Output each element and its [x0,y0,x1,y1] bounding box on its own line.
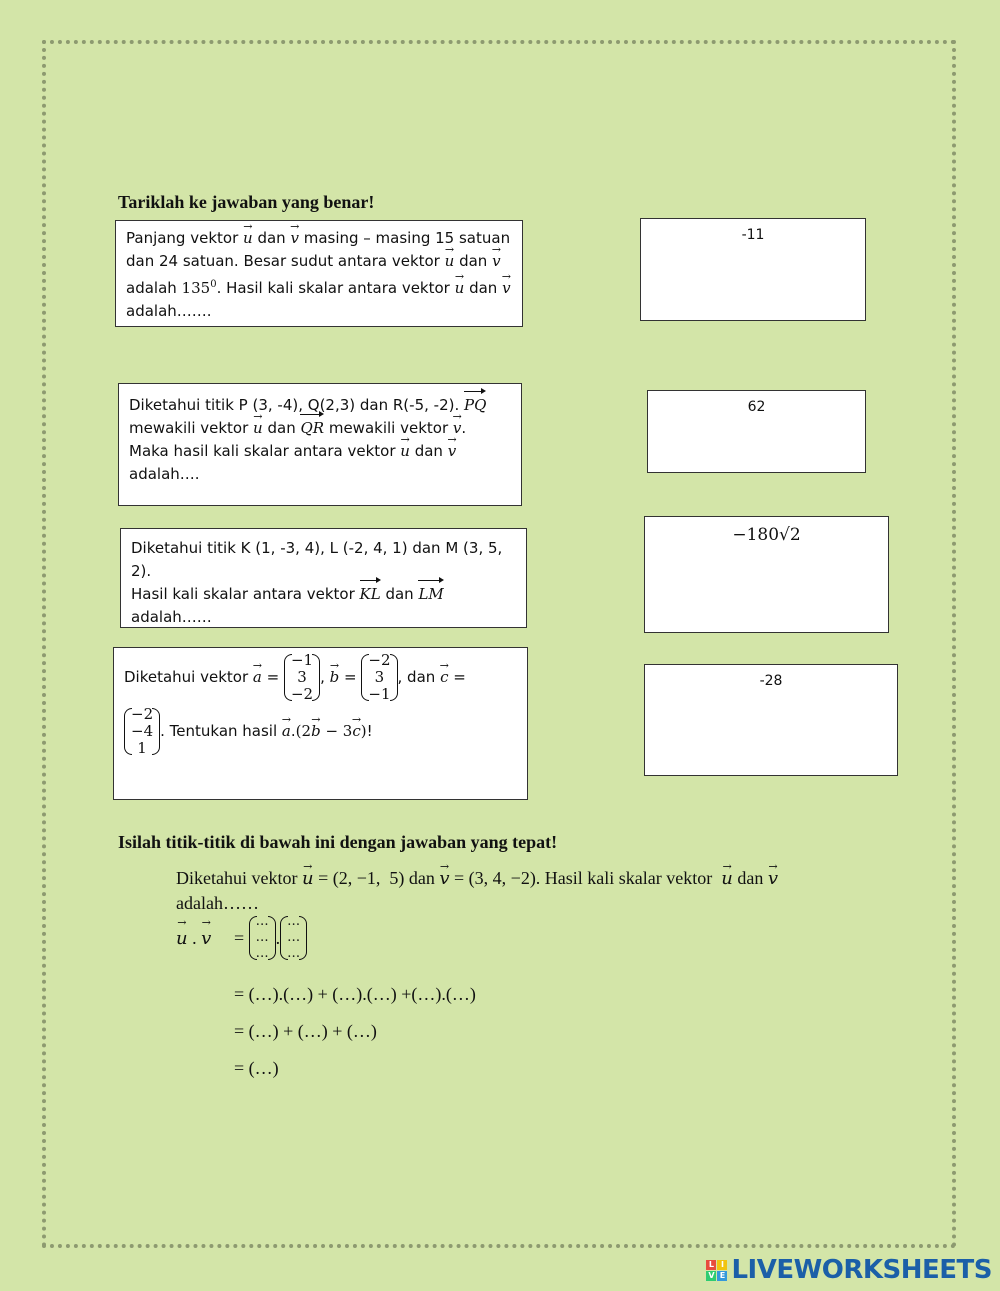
blank-vector-v[interactable] [280,914,307,962]
question-4-box [113,647,528,800]
logo-icon [706,1260,727,1281]
q1-line-2: dan 24 satuan. Besar sudut antara vektor → u dan → v [126,250,512,273]
q2-line-3: Maka hasil kali skalar antara vektor → u dan → v [129,440,511,463]
q2-line-2: mewakili vektor → u dan QR mewakili vektor → v. [129,417,511,440]
q3-line-2: Hasil kali skalar antara vektor KL dan LM [131,583,516,606]
q4-intro: Diketahui vektor [124,668,249,686]
statement-line-2: adalah…… [176,893,259,913]
answer-4-text: -28 [759,673,783,689]
section2-heading: Isilah titik-titik di bawah ini dengan jawaban yang tepat! [118,832,558,852]
b-2: 3 [374,668,385,686]
a-2: 3 [297,668,307,686]
vector-b [361,652,397,703]
a-3: −2 [290,685,314,703]
statement-line-1: Diketahui vektor → u = (2, −1, 5) dan → v = (3, 4, −2). Hasil kali skalar vektor → u dan → v [176,866,896,891]
step-4[interactable]: = (…) [234,1058,279,1078]
logo-letter-v: V [708,1270,715,1280]
liveworksheets-logo [706,1255,992,1285]
answer-box-4[interactable] [644,664,898,776]
step-1: → u . → v = … … … . … … … [176,914,307,962]
vector-a [284,652,320,703]
q4-tail: . Tentukan hasil [160,722,278,740]
question-1-box [115,220,523,327]
c-1: −2 [131,705,154,723]
step-2[interactable]: = (…).(…) + (…).(…) +(…).(…) [234,984,476,1004]
section2-statement [176,866,896,915]
blank-v-3: … [287,946,301,961]
blank-vector-u[interactable] [249,914,276,962]
answer-box-2[interactable] [647,390,866,473]
q2-line-1: Diketahui titik P (3, -4), Q(2,3) dan R(-5, -2). PQ [129,394,511,417]
q4-line-1: Diketahui vektor → a = −1 3 −2 , → b = −2 3 −1 , dan → c = [124,652,517,703]
logo-text: LIVEWORKSHEETS [731,1255,992,1285]
q1-line-3: adalah $135^0$. Hasil kali skalar antara vektor → u dan → v [126,273,512,300]
q4-line-2: −2 −4 1 . Tentukan hasil → a . (2 → b − 3 → c ) ! [124,706,517,757]
logo-letter-i: I [717,1260,727,1270]
answer-3-text: −180√2 [732,525,801,545]
c-3: 1 [137,739,147,757]
blank-u-2: … [255,930,269,945]
answer-2-text: 62 [747,399,766,415]
logo-letter-e: E [717,1271,727,1281]
b-3: −1 [368,685,391,703]
blank-u-3: … [255,946,269,961]
answer-1-text: -11 [741,227,765,243]
q3-line-3: adalah…… [131,608,212,626]
blank-u-1: … [255,914,269,929]
b-1: −2 [368,651,391,669]
q1-line-1: Panjang vektor → u dan → v masing – masing 15 satuan [126,227,512,250]
logo-letter-l: L [706,1260,716,1270]
vector-c [124,706,160,757]
c-2: −4 [131,722,154,740]
step1-lhs: → u . → v [176,928,234,949]
section1-heading: Tariklah ke jawaban yang benar! [118,192,375,212]
answer-box-3[interactable] [644,516,889,633]
blank-v-2: … [287,930,301,945]
question-3-box [120,528,527,628]
blank-v-1: … [287,914,301,929]
step-3[interactable]: = (…) + (…) + (…) [234,1021,377,1041]
a-1: −1 [290,651,314,669]
q4-dan: dan [407,668,436,686]
question-2-box [118,383,522,506]
q2-line-4: adalah…. [129,465,200,483]
q3-line-1: Diketahui titik K (1, -3, 4), L (-2, 4, 1) dan M (3, 5, 2). [131,539,503,580]
q1-line-4: adalah……. [126,302,212,320]
answer-box-1[interactable] [640,218,866,321]
